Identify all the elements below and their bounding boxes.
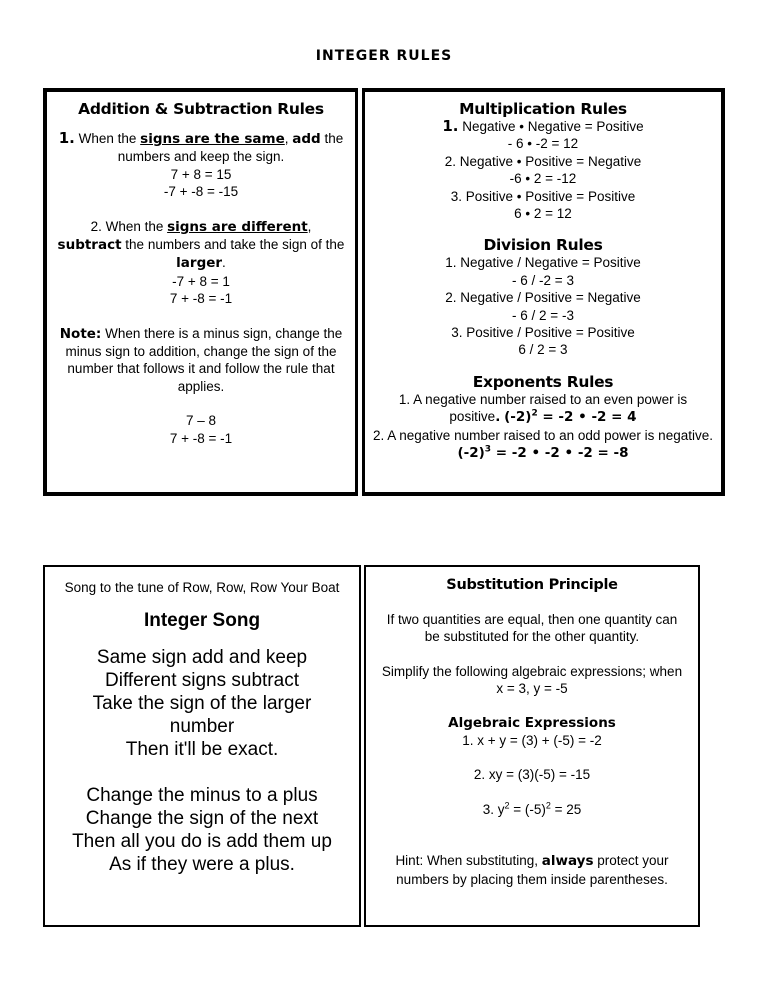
exponents-heading: Exponents Rules: [472, 372, 614, 391]
addition-subtraction-box: [43, 88, 358, 496]
page-title: INTEGER RULES: [315, 48, 453, 64]
integer-song-box: [43, 565, 361, 927]
example-line: 7 + 8 = 15: [170, 166, 232, 182]
division-rule: 2. Negative / Positive = Negative: [445, 290, 641, 306]
expression-line: 2. xy = (3)(-5) = -15: [473, 767, 591, 783]
example-line: 7 + -8 = -1: [169, 430, 233, 446]
algebraic-expressions-subhead: Algebraic Expressions: [448, 714, 616, 731]
example-line: - 6 / -2 = 3: [512, 272, 574, 288]
addition-rule-2: 2. When the signs are different, subtract the numbers and take the sign of the larger.: [57, 218, 345, 272]
example-line: -7 + 8 = 1: [172, 273, 230, 289]
minus-sign-note: Note: When there is a minus sign, change the minus sign to addition, change the sign of the number that follows it and follow the rule that applies.: [59, 325, 343, 394]
substitution-instructions: Simplify the following algebraic expressions; when x = 3, y = -5: [381, 663, 683, 697]
exponent-rule-2: 2. A negative number raised to an odd power is negative. $(-2)^3 = -2$ • -2 • -2 = -8: [373, 427, 713, 462]
multiplication-rule: 2. Negative • Positive = Negative: [444, 153, 642, 169]
substitution-heading: Substitution Principle: [446, 577, 618, 593]
expression-line: 3. $y^2 = (-5)^2 = 25$: [482, 800, 582, 817]
song-title: Integer Song: [143, 610, 261, 632]
example-line: - 6 • -2 = 12: [507, 136, 579, 152]
lyric-line: Take the sign of the larger number: [92, 693, 312, 738]
lyric-line: Change the sign of the next: [85, 808, 319, 830]
division-heading: Division Rules: [483, 236, 603, 255]
lyric-line: Then it'll be exact.: [125, 739, 279, 761]
example-line: 6 • 2 = 12: [514, 206, 572, 222]
lyric-line: Then all you do is add them up: [72, 831, 332, 853]
example-line: -6 • 2 = -12: [509, 171, 577, 187]
multiplication-heading: Multiplication Rules: [459, 100, 627, 118]
mult-div-exp-box: [362, 88, 725, 496]
example-line: 6 / 2 = 3: [518, 342, 568, 358]
example-line: - 6 / 2 = -3: [512, 307, 574, 323]
multiplication-rule: 3. Positive • Positive = Positive: [450, 188, 636, 204]
multiplication-rule: 1. Negative • Negative = Positive: [442, 117, 644, 135]
lyric-line: Same sign add and keep: [96, 647, 308, 669]
division-rule: 1. Negative / Negative = Positive: [445, 255, 641, 271]
lyric-line: As if they were a plus.: [109, 854, 295, 876]
example-line: -7 + -8 = -15: [163, 184, 239, 200]
addition-subtraction-heading: Addition & Subtraction Rules: [78, 100, 324, 118]
division-rule: 3. Positive / Positive = Positive: [451, 325, 635, 341]
lyric-line: Different signs subtract: [105, 670, 299, 692]
example-line: 7 – 8: [185, 413, 217, 429]
lyric-line: Change the minus to a plus: [86, 785, 318, 807]
song-intro: Song to the tune of Row, Row, Row Your Boat: [64, 580, 340, 595]
expression-line: 1. x + y = (3) + (-5) = -2: [462, 733, 602, 749]
substitution-hint: Hint: When substituting, always protect your numbers by placing them inside parentheses.: [395, 853, 669, 887]
addition-rule-1: 1. When the signs are the same, add the numbers and keep the sign.: [58, 129, 344, 165]
substitution-box: [364, 565, 700, 927]
example-line: 7 + -8 = -1: [169, 291, 233, 307]
substitution-definition: If two quantities are equal, then one quantity can be substituted for the other quantity.: [386, 612, 678, 645]
exponent-rule-1: 1. A negative number raised to an even power is positive. $(-2)^2 = -2$ • -2 = 4: [398, 391, 688, 426]
